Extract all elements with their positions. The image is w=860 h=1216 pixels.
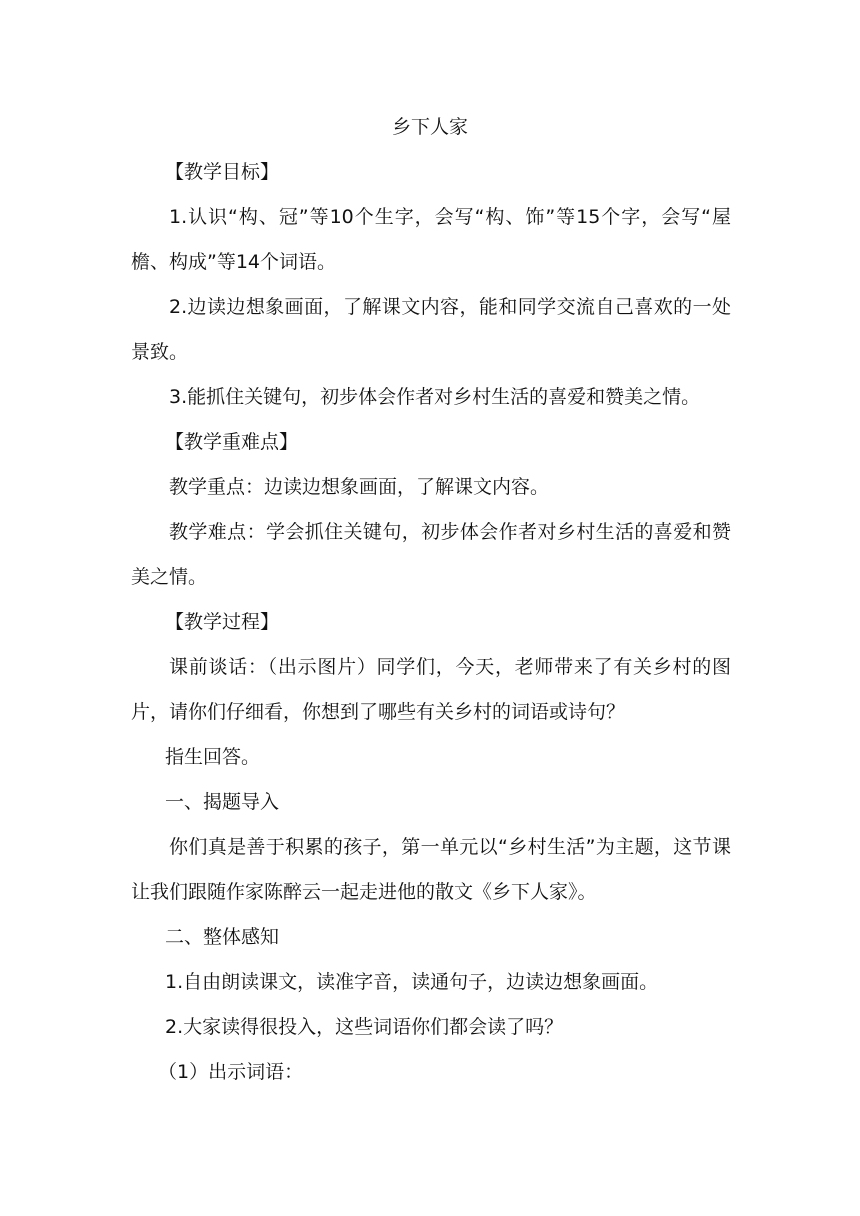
part-1-paragraph: 你们真是善于积累的孩子，第一单元以“乡村生活”为主题，这节课让我们跟随作家陈醉云一起走进他的散文《乡下人家》。	[131, 836, 731, 903]
document-title: 乡下人家	[391, 116, 468, 138]
step-2-1-line: （1）出示词语：	[158, 1061, 304, 1083]
pre-talk-paragraph: 课前谈话：（出示图片）同学们，今天，老师带来了有关乡村的图片，请你们仔细看，你想到了哪些有关乡村的词语或诗句？	[131, 656, 731, 723]
section-heading-process: 【教学过程】	[165, 611, 280, 633]
section-heading-goals: 【教学目标】	[165, 161, 280, 183]
goal-paragraph-2: 2.边读边想象画面，了解课文内容，能和同学交流自己喜欢的一处景致。	[131, 296, 731, 363]
section-heading-key-points: 【教学重难点】	[165, 431, 299, 453]
part-1-title: 一、揭题导入	[165, 791, 280, 813]
student-answer-line: 指生回答。	[165, 746, 261, 768]
key-point-paragraph: 教学重点：边读边想象画面，了解课文内容。	[169, 476, 550, 498]
difficult-point-paragraph: 教学难点：学会抓住关键句，初步体会作者对乡村生活的喜爱和赞美之情。	[131, 521, 731, 588]
step-2-line: 2.大家读得很投入，这些词语你们都会读了吗？	[165, 1016, 564, 1038]
goal-paragraph-3: 3.能抓住关键句，初步体会作者对乡村生活的喜爱和赞美之情。	[169, 386, 701, 408]
step-1-line: 1.自由朗读课文，读准字音，读通句子，边读边想象画面。	[165, 971, 659, 993]
goal-paragraph-1: 1.认识“构、冠”等10个生字，会写“构、饰”等15个字，会写“屋檐、构成”等14个词语。	[131, 206, 731, 273]
part-2-title: 二、整体感知	[165, 926, 280, 948]
